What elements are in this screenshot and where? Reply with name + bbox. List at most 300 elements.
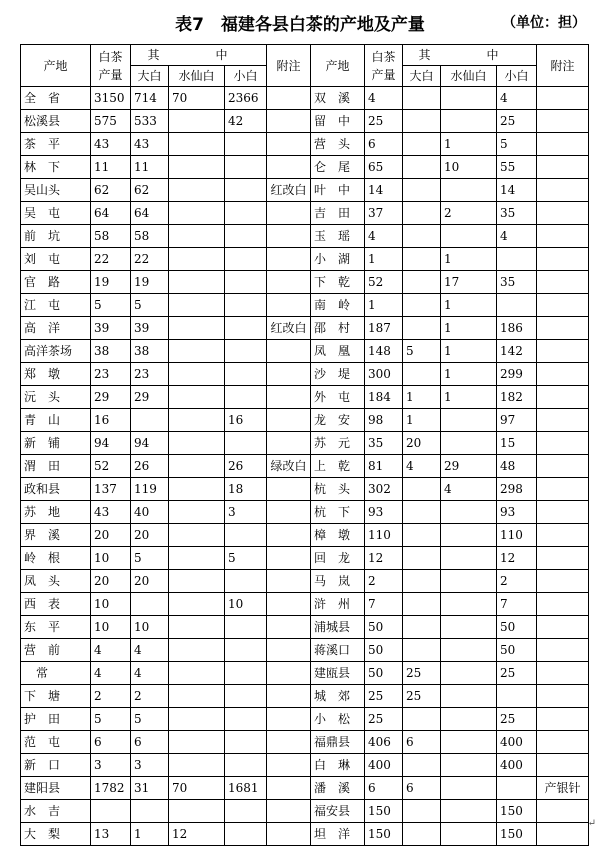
right-xb-cell: 25	[497, 110, 537, 133]
right-sxb-cell: 1	[441, 294, 497, 317]
table-body	[21, 87, 589, 846]
left-total-cell: 62	[91, 179, 131, 202]
left-name-cell: 高洋茶场	[21, 340, 91, 363]
left-dabai-cell: 2	[131, 685, 169, 708]
left-dabai-cell: 714	[131, 87, 169, 110]
left-total-cell: 137	[91, 478, 131, 501]
right-name-cell: 杭 头	[311, 478, 365, 501]
left-name-cell: 政和县	[21, 478, 91, 501]
right-note-cell	[537, 110, 589, 133]
left-xb-cell: 5	[225, 547, 267, 570]
left-name-cell: 刘 屯	[21, 248, 91, 271]
right-note-cell: 产银针	[537, 777, 589, 800]
left-note-cell	[267, 156, 311, 179]
right-note-cell	[537, 386, 589, 409]
right-note-cell	[537, 455, 589, 478]
table-row	[21, 386, 589, 409]
right-sxb-cell: 1	[441, 386, 497, 409]
table-row	[21, 478, 589, 501]
right-name-cell: 潘 溪	[311, 777, 365, 800]
right-dabai-cell	[403, 248, 441, 271]
left-dabai-cell	[131, 593, 169, 616]
left-dabai-cell: 62	[131, 179, 169, 202]
table-row	[21, 340, 589, 363]
paragraph-mark: ↵	[587, 818, 596, 829]
right-dabai-cell	[403, 708, 441, 731]
left-dabai-cell: 4	[131, 639, 169, 662]
right-total-cell: 50	[365, 639, 403, 662]
left-note-cell	[267, 777, 311, 800]
left-name-cell: 建阳县	[21, 777, 91, 800]
left-total-cell: 3	[91, 754, 131, 777]
left-total-cell: 38	[91, 340, 131, 363]
right-xb-cell: 5	[497, 133, 537, 156]
left-xb-cell	[225, 639, 267, 662]
left-sxb-cell	[169, 363, 225, 386]
left-note-cell	[267, 639, 311, 662]
right-total-cell: 7	[365, 593, 403, 616]
left-note-cell	[267, 340, 311, 363]
left-sxb-cell	[169, 294, 225, 317]
right-note-cell	[537, 248, 589, 271]
right-sxb-cell: 1	[441, 317, 497, 340]
header-dabai-right: 大白	[403, 66, 441, 87]
right-xb-cell: 299	[497, 363, 537, 386]
left-total-cell: 6	[91, 731, 131, 754]
right-dabai-cell	[403, 800, 441, 823]
left-sxb-cell	[169, 639, 225, 662]
right-xb-cell: 15	[497, 432, 537, 455]
right-xb-cell: 50	[497, 616, 537, 639]
left-note-cell	[267, 225, 311, 248]
table-row	[21, 156, 589, 179]
right-total-cell: 2	[365, 570, 403, 593]
left-dabai-cell: 10	[131, 616, 169, 639]
right-name-cell: 回 龙	[311, 547, 365, 570]
right-note-cell	[537, 593, 589, 616]
right-total-cell: 14	[365, 179, 403, 202]
left-total-cell: 10	[91, 616, 131, 639]
left-name-cell: 水 吉	[21, 800, 91, 823]
right-name-cell: 小 湖	[311, 248, 365, 271]
right-total-cell: 37	[365, 202, 403, 225]
left-total-cell: 10	[91, 547, 131, 570]
left-sxb-cell	[169, 547, 225, 570]
left-dabai-cell: 11	[131, 156, 169, 179]
left-note-cell	[267, 409, 311, 432]
right-dabai-cell	[403, 225, 441, 248]
right-note-cell	[537, 432, 589, 455]
left-name-cell: 郑 墩	[21, 363, 91, 386]
right-xb-cell: 50	[497, 639, 537, 662]
right-name-cell: 仑 尾	[311, 156, 365, 179]
left-dabai-cell: 19	[131, 271, 169, 294]
left-dabai-cell: 3	[131, 754, 169, 777]
left-note-cell	[267, 731, 311, 754]
left-note-cell	[267, 662, 311, 685]
left-dabai-cell: 29	[131, 386, 169, 409]
left-xb-cell	[225, 179, 267, 202]
right-name-cell: 建瓯县	[311, 662, 365, 685]
left-name-cell: 吴 屯	[21, 202, 91, 225]
right-name-cell: 叶 中	[311, 179, 365, 202]
right-sxb-cell: 29	[441, 455, 497, 478]
header-note-left: 附注	[267, 45, 311, 87]
left-dabai-cell: 39	[131, 317, 169, 340]
right-dabai-cell	[403, 547, 441, 570]
right-dabai-cell: 25	[403, 662, 441, 685]
left-total-cell: 16	[91, 409, 131, 432]
left-sxb-cell	[169, 708, 225, 731]
left-total-cell: 5	[91, 294, 131, 317]
left-name-cell: 苏 地	[21, 501, 91, 524]
left-note-cell	[267, 823, 311, 846]
left-total-cell	[91, 800, 131, 823]
right-total-cell: 302	[365, 478, 403, 501]
left-note-cell	[267, 248, 311, 271]
left-total-cell: 1782	[91, 777, 131, 800]
table-row	[21, 593, 589, 616]
table-row	[21, 800, 589, 823]
right-dabai-cell	[403, 179, 441, 202]
left-xb-cell: 10	[225, 593, 267, 616]
left-total-cell: 22	[91, 248, 131, 271]
right-name-cell: 杭 下	[311, 501, 365, 524]
right-note-cell	[537, 409, 589, 432]
right-note-cell	[537, 501, 589, 524]
left-xb-cell	[225, 202, 267, 225]
left-name-cell: 青 山	[21, 409, 91, 432]
right-xb-cell: 142	[497, 340, 537, 363]
table-row	[21, 294, 589, 317]
right-name-cell: 蒋溪口	[311, 639, 365, 662]
table-row	[21, 616, 589, 639]
left-note-cell	[267, 616, 311, 639]
right-xb-cell: 25	[497, 662, 537, 685]
left-xb-cell	[225, 386, 267, 409]
right-dabai-cell	[403, 823, 441, 846]
left-dabai-cell	[131, 800, 169, 823]
right-total-cell: 4	[365, 87, 403, 110]
left-note-cell	[267, 110, 311, 133]
left-sxb-cell	[169, 248, 225, 271]
left-note-cell	[267, 685, 311, 708]
right-name-cell: 凤 凰	[311, 340, 365, 363]
left-name-cell: 新 铺	[21, 432, 91, 455]
right-total-cell: 98	[365, 409, 403, 432]
table-row	[21, 202, 589, 225]
right-xb-cell: 150	[497, 800, 537, 823]
left-note-cell	[267, 501, 311, 524]
right-xb-cell: 400	[497, 731, 537, 754]
right-xb-cell: 97	[497, 409, 537, 432]
left-xb-cell	[225, 294, 267, 317]
right-xb-cell: 4	[497, 225, 537, 248]
right-name-cell: 留 中	[311, 110, 365, 133]
left-xb-cell	[225, 156, 267, 179]
right-xb-cell: 12	[497, 547, 537, 570]
right-note-cell	[537, 340, 589, 363]
right-total-cell: 148	[365, 340, 403, 363]
right-name-cell: 浒 州	[311, 593, 365, 616]
left-name-cell: 岭 根	[21, 547, 91, 570]
left-note-cell	[267, 133, 311, 156]
left-note-cell	[267, 593, 311, 616]
right-total-cell: 81	[365, 455, 403, 478]
left-dabai-cell: 5	[131, 294, 169, 317]
right-note-cell	[537, 363, 589, 386]
right-total-cell: 12	[365, 547, 403, 570]
left-name-cell: 沅 头	[21, 386, 91, 409]
left-dabai-cell: 31	[131, 777, 169, 800]
table-row	[21, 662, 589, 685]
right-dabai-cell: 6	[403, 731, 441, 754]
left-dabai-cell	[131, 409, 169, 432]
left-dabai-cell: 20	[131, 570, 169, 593]
right-dabai-cell: 20	[403, 432, 441, 455]
table-row	[21, 777, 589, 800]
left-xb-cell	[225, 754, 267, 777]
right-xb-cell	[497, 248, 537, 271]
right-note-cell	[537, 800, 589, 823]
left-dabai-cell: 5	[131, 547, 169, 570]
right-sxb-cell	[441, 409, 497, 432]
left-xb-cell	[225, 616, 267, 639]
left-total-cell: 52	[91, 455, 131, 478]
table-row	[21, 363, 589, 386]
right-sxb-cell	[441, 432, 497, 455]
left-note-cell	[267, 478, 311, 501]
right-dabai-cell	[403, 294, 441, 317]
table-row	[21, 685, 589, 708]
right-note-cell	[537, 731, 589, 754]
unit-label: （单位：担）	[502, 15, 586, 31]
right-total-cell: 65	[365, 156, 403, 179]
left-xb-cell: 2366	[225, 87, 267, 110]
production-table	[20, 44, 589, 846]
left-total-cell: 11	[91, 156, 131, 179]
left-note-cell	[267, 432, 311, 455]
left-name-cell: 渭 田	[21, 455, 91, 478]
left-name-cell: 吴山头	[21, 179, 91, 202]
right-sxb-cell: 4	[441, 478, 497, 501]
right-note-cell	[537, 662, 589, 685]
right-xb-cell	[497, 685, 537, 708]
left-xb-cell: 18	[225, 478, 267, 501]
left-sxb-cell	[169, 754, 225, 777]
right-name-cell: 营 头	[311, 133, 365, 156]
left-sxb-cell	[169, 156, 225, 179]
left-sxb-cell	[169, 340, 225, 363]
left-note-cell	[267, 294, 311, 317]
right-dabai-cell	[403, 524, 441, 547]
left-sxb-cell: 70	[169, 87, 225, 110]
left-name-cell: 茶 平	[21, 133, 91, 156]
right-dabai-cell	[403, 156, 441, 179]
right-sxb-cell	[441, 616, 497, 639]
left-sxb-cell	[169, 110, 225, 133]
left-xb-cell	[225, 708, 267, 731]
right-sxb-cell	[441, 110, 497, 133]
left-dabai-cell: 1	[131, 823, 169, 846]
left-name-cell: 常	[21, 662, 91, 685]
table-row	[21, 547, 589, 570]
table-row	[21, 432, 589, 455]
right-total-cell: 184	[365, 386, 403, 409]
right-dabai-cell	[403, 639, 441, 662]
right-note-cell	[537, 570, 589, 593]
left-total-cell: 20	[91, 524, 131, 547]
right-xb-cell: 35	[497, 202, 537, 225]
left-dabai-cell: 94	[131, 432, 169, 455]
left-sxb-cell	[169, 225, 225, 248]
header-dabai-left: 大白	[131, 66, 169, 87]
right-note-cell	[537, 317, 589, 340]
right-total-cell: 25	[365, 708, 403, 731]
right-total-cell: 300	[365, 363, 403, 386]
right-name-cell: 上 乾	[311, 455, 365, 478]
left-dabai-cell: 119	[131, 478, 169, 501]
left-total-cell: 4	[91, 639, 131, 662]
right-dabai-cell	[403, 570, 441, 593]
left-total-cell: 3150	[91, 87, 131, 110]
right-name-cell: 樟 墩	[311, 524, 365, 547]
right-dabai-cell: 25	[403, 685, 441, 708]
left-dabai-cell: 4	[131, 662, 169, 685]
left-total-cell: 43	[91, 133, 131, 156]
right-note-cell	[537, 271, 589, 294]
left-sxb-cell	[169, 662, 225, 685]
left-name-cell: 新 口	[21, 754, 91, 777]
table-row	[21, 570, 589, 593]
right-note-cell	[537, 823, 589, 846]
table-row	[21, 708, 589, 731]
table-row	[21, 133, 589, 156]
right-name-cell: 双 溪	[311, 87, 365, 110]
right-dabai-cell	[403, 133, 441, 156]
left-dabai-cell: 26	[131, 455, 169, 478]
table-row	[21, 639, 589, 662]
left-name-cell: 下 塘	[21, 685, 91, 708]
right-dabai-cell	[403, 202, 441, 225]
left-total-cell: 2	[91, 685, 131, 708]
left-note-cell	[267, 570, 311, 593]
right-xb-cell: 35	[497, 271, 537, 294]
left-sxb-cell: 12	[169, 823, 225, 846]
header-output-left: 白茶 产量	[91, 45, 131, 87]
left-dabai-cell: 43	[131, 133, 169, 156]
right-total-cell: 1	[365, 294, 403, 317]
left-total-cell: 19	[91, 271, 131, 294]
right-sxb-cell	[441, 547, 497, 570]
left-sxb-cell	[169, 593, 225, 616]
right-xb-cell: 4	[497, 87, 537, 110]
table-row	[21, 271, 589, 294]
right-sxb-cell: 1	[441, 133, 497, 156]
left-xb-cell: 42	[225, 110, 267, 133]
right-sxb-cell	[441, 800, 497, 823]
right-note-cell	[537, 179, 589, 202]
table-row	[21, 179, 589, 202]
left-dabai-cell: 58	[131, 225, 169, 248]
right-sxb-cell: 1	[441, 340, 497, 363]
left-xb-cell	[225, 271, 267, 294]
left-total-cell: 23	[91, 363, 131, 386]
table-row	[21, 754, 589, 777]
header-origin-right: 产地	[311, 45, 365, 87]
left-xb-cell: 16	[225, 409, 267, 432]
right-note-cell	[537, 754, 589, 777]
right-dabai-cell	[403, 110, 441, 133]
right-total-cell: 1	[365, 248, 403, 271]
left-total-cell: 575	[91, 110, 131, 133]
left-xb-cell	[225, 731, 267, 754]
right-xb-cell: 93	[497, 501, 537, 524]
left-sxb-cell	[169, 685, 225, 708]
left-sxb-cell	[169, 133, 225, 156]
left-xb-cell: 3	[225, 501, 267, 524]
right-sxb-cell	[441, 777, 497, 800]
left-sxb-cell	[169, 271, 225, 294]
right-total-cell: 6	[365, 133, 403, 156]
right-sxb-cell	[441, 501, 497, 524]
right-dabai-cell	[403, 593, 441, 616]
left-xb-cell	[225, 432, 267, 455]
left-note-cell	[267, 524, 311, 547]
right-xb-cell: 55	[497, 156, 537, 179]
left-note-cell	[267, 386, 311, 409]
left-xb-cell	[225, 823, 267, 846]
right-dabai-cell	[403, 271, 441, 294]
left-total-cell: 5	[91, 708, 131, 731]
right-name-cell: 邵 村	[311, 317, 365, 340]
right-sxb-cell: 17	[441, 271, 497, 294]
left-note-cell: 红改白	[267, 317, 311, 340]
right-name-cell: 马 岚	[311, 570, 365, 593]
right-total-cell: 150	[365, 800, 403, 823]
right-total-cell: 50	[365, 662, 403, 685]
table-row	[21, 455, 589, 478]
right-sxb-cell	[441, 87, 497, 110]
left-name-cell: 前 坑	[21, 225, 91, 248]
left-note-cell	[267, 547, 311, 570]
left-note-cell	[267, 87, 311, 110]
left-sxb-cell	[169, 524, 225, 547]
right-name-cell: 下 乾	[311, 271, 365, 294]
right-dabai-cell	[403, 317, 441, 340]
right-sxb-cell: 1	[441, 363, 497, 386]
left-sxb-cell	[169, 432, 225, 455]
right-name-cell: 福安县	[311, 800, 365, 823]
right-name-cell: 浦城县	[311, 616, 365, 639]
right-total-cell: 4	[365, 225, 403, 248]
right-note-cell	[537, 708, 589, 731]
table-row	[21, 87, 589, 110]
right-note-cell	[537, 156, 589, 179]
left-note-cell	[267, 708, 311, 731]
right-xb-cell: 25	[497, 708, 537, 731]
left-sxb-cell	[169, 386, 225, 409]
left-name-cell: 东 平	[21, 616, 91, 639]
right-total-cell: 25	[365, 110, 403, 133]
right-note-cell	[537, 685, 589, 708]
header-shuixianbai-left: 水仙白	[169, 66, 225, 87]
right-dabai-cell: 5	[403, 340, 441, 363]
table-row	[21, 110, 589, 133]
left-sxb-cell	[169, 409, 225, 432]
header-note-right: 附注	[537, 45, 589, 87]
right-name-cell: 小 松	[311, 708, 365, 731]
